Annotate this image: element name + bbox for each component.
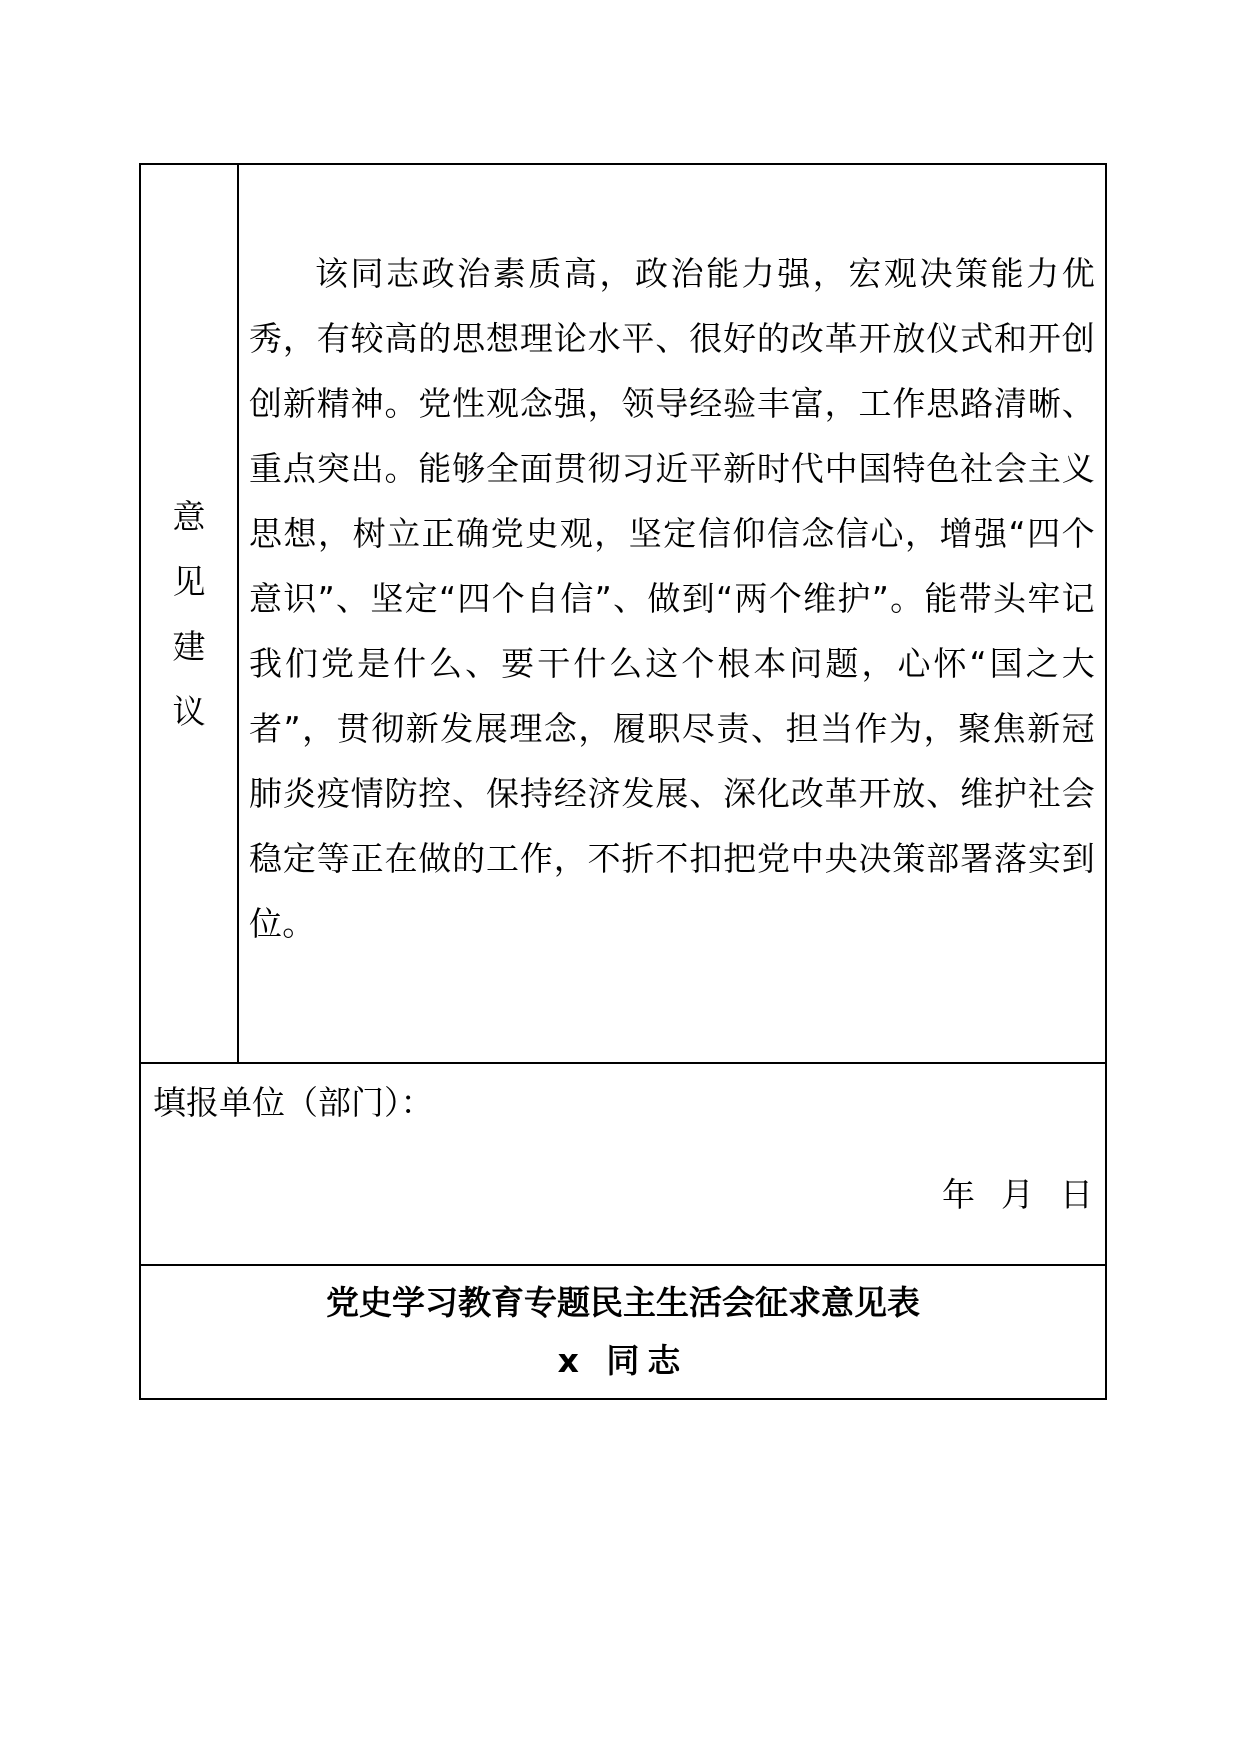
date-month: 月 [1001,1175,1034,1214]
opinion-label-char: 见 [172,561,206,601]
title-row [141,1266,1105,1398]
person-name: x 同志 [557,1341,689,1380]
unit-label: 填报单位（部门）： [153,1083,434,1122]
date-line [942,1170,1093,1220]
opinion-label-char: 议 [172,691,206,731]
opinion-form-table [139,163,1107,1400]
form-title: 党史学习教育专题民主生活会征求意见表 [326,1283,920,1322]
opinion-content-cell [239,165,1105,1062]
opinion-row [141,165,1105,1064]
opinion-label-cell [141,165,239,1062]
date-year: 年 [942,1175,975,1214]
opinion-label-char: 意 [172,496,206,536]
opinion-label-char: 建 [172,626,206,666]
opinion-text: 该同志政治素质高，政治能力强，宏观决策能力优秀，有较高的思想理论水平、很好的改革开放仪式和开创创新精神。党性观念强，领导经验丰富，工作思路清晰、重点突出。能够全面贯彻习近平新时代中国特色社会主义思想，树立正确党史观，坚定信仰信念信心，增强“四个意识”、坚定“四个自信”、做到“两个维护”。能带头牢记我们党是什么、要干什么这个根本问题，心怀“国之大者”，贯彻新发展理念，履职尽责、担当作为，聚焦新冠肺炎疫情防控、保持经济发展、深化改革开放、维护社会稳定等正在做的工作，不折不扣把党中央决策部署落实到位。 [249,254,1095,943]
unit-row [141,1064,1105,1266]
date-day: 日 [1060,1175,1093,1214]
